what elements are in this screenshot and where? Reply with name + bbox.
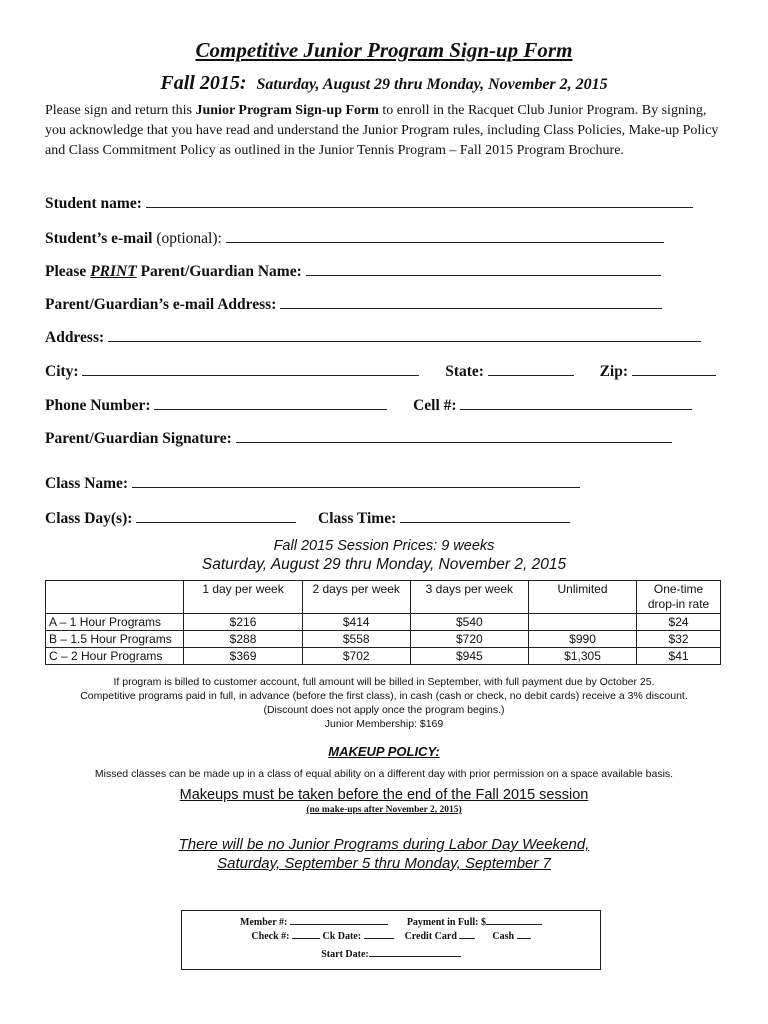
form-title: Competitive Junior Program Sign-up Form xyxy=(195,38,573,62)
labor-day-notice xyxy=(0,835,768,873)
city-state-zip-row xyxy=(45,361,720,381)
price-col-header: Unlimited xyxy=(528,581,636,614)
print-emphasis: PRINT xyxy=(90,263,137,280)
class-time-label: Class Time: xyxy=(318,510,397,527)
price-col-header: One-time drop-in rate xyxy=(637,581,721,614)
credit-card-label: Credit Card xyxy=(404,931,457,942)
price-cell: $369 xyxy=(184,648,302,665)
price-col-header: 1 day per week xyxy=(184,581,302,614)
member-blank[interactable] xyxy=(290,915,388,925)
ck-date-blank[interactable] xyxy=(364,929,394,939)
student-name-field[interactable] xyxy=(45,193,720,213)
member-label: Member #: xyxy=(240,917,288,928)
prices-dates: Saturday, August 29 thru Monday, November 2, 2015 xyxy=(201,556,567,573)
labor-day-line-2: Saturday, September 5 thru Monday, September 7 xyxy=(217,855,551,872)
price-table xyxy=(45,580,721,665)
table-row xyxy=(46,614,721,631)
price-cell: $558 xyxy=(302,631,410,648)
cell-label: Cell #: xyxy=(413,397,457,414)
parent-name-field[interactable] xyxy=(45,261,720,281)
price-cell: $540 xyxy=(410,614,528,631)
payment-blank[interactable] xyxy=(486,915,542,925)
billing-note-1: If program is billed to customer account, full amount will be billed in September, with full payment due by October 25. xyxy=(113,676,655,688)
cash-blank[interactable] xyxy=(517,929,531,939)
price-cell: $288 xyxy=(184,631,302,648)
program-label: A – 1 Hour Programs xyxy=(46,614,184,631)
cash-label: Cash xyxy=(492,931,515,942)
address-line[interactable] xyxy=(108,327,701,342)
class-day-time-row xyxy=(45,508,720,528)
address-label: Address: xyxy=(45,329,105,346)
session-date-range: Saturday, August 29 thru Monday, November 2, 2015 xyxy=(256,76,608,93)
check-label: Check #: xyxy=(251,931,290,942)
class-days-line[interactable] xyxy=(136,508,296,523)
makeup-policy-title: MAKEUP POLICY: xyxy=(328,744,440,759)
billing-note-3: (Discount does not apply once the program begins.) xyxy=(263,704,505,716)
credit-card-blank[interactable] xyxy=(459,929,475,939)
phone-label: Phone Number: xyxy=(45,397,151,414)
office-row-2 xyxy=(182,929,600,942)
table-row xyxy=(46,631,721,648)
signature-field[interactable] xyxy=(45,428,720,448)
program-label: B – 1.5 Hour Programs xyxy=(46,631,184,648)
billing-note-2: Competitive programs paid in full, in advance (before the first class), in cash (cash or check, no debit cards) receive a 3% discount. xyxy=(80,690,688,702)
intro-form-name: Junior Program Sign-up Form xyxy=(195,103,379,118)
phone-line[interactable] xyxy=(154,395,387,410)
price-cell: $990 xyxy=(528,631,636,648)
parent-email-field[interactable] xyxy=(45,294,720,314)
check-blank[interactable] xyxy=(292,929,320,939)
parent-name-label: Parent/Guardian Name: xyxy=(140,263,302,280)
season-label: Fall 2015: xyxy=(160,72,247,94)
zip-line[interactable] xyxy=(632,361,716,376)
office-row-1 xyxy=(182,915,600,928)
price-cell: $702 xyxy=(302,648,410,665)
payment-label: Payment in Full: $ xyxy=(406,917,486,928)
address-field[interactable] xyxy=(45,327,720,347)
prices-heading: Fall 2015 Session Prices: 9 weeks xyxy=(273,538,495,554)
office-use-box xyxy=(181,910,601,970)
price-cell: $414 xyxy=(302,614,410,631)
class-name-field[interactable] xyxy=(45,473,720,493)
cell-line[interactable] xyxy=(460,395,692,410)
price-cell: $216 xyxy=(184,614,302,631)
parent-email-line[interactable] xyxy=(280,294,662,309)
price-cell: $720 xyxy=(410,631,528,648)
makeup-policy-text: Missed classes can be made up in a class of equal ability on a different day with prior permission on a space available basis. xyxy=(94,768,674,780)
price-cell: $945 xyxy=(410,648,528,665)
class-name-label: Class Name: xyxy=(45,475,129,492)
membership-note: Junior Membership: $169 xyxy=(324,718,444,730)
intro-text-2: to enroll in the Racquet Club Junior Program. By signing, you acknowledge that you have read and understand the Junior Program rules, including Class Policies, Make-up Policy and Class Commitment Policy as outlined in the Junior Tennis Program – Fall 2015 Program Brochure. xyxy=(45,103,719,158)
class-name-line[interactable] xyxy=(132,473,580,488)
makeup-deadline-sub: (no make-ups after November 2, 2015) xyxy=(306,805,462,815)
intro-text-1: Please sign and return this xyxy=(45,103,196,118)
city-line[interactable] xyxy=(82,361,419,376)
start-date-label: Start Date: xyxy=(321,949,369,960)
signature-line[interactable] xyxy=(236,428,672,443)
ck-date-label: Ck Date: xyxy=(322,931,362,942)
labor-day-line-1: There will be no Junior Programs during Labor Day Weekend, xyxy=(178,836,590,853)
please-label: Please xyxy=(45,263,87,280)
price-cell: $32 xyxy=(637,631,721,648)
price-cell: $1,305 xyxy=(528,648,636,665)
student-email-field[interactable] xyxy=(45,228,720,248)
zip-label: Zip: xyxy=(599,363,629,380)
phone-row xyxy=(45,395,720,415)
student-name-label: Student name: xyxy=(45,195,142,212)
start-date-blank[interactable] xyxy=(369,947,461,957)
signature-label: Parent/Guardian Signature: xyxy=(45,430,232,447)
price-cell: $41 xyxy=(637,648,721,665)
price-col-header xyxy=(46,581,184,614)
price-header-row xyxy=(46,581,721,614)
state-label: State: xyxy=(445,363,484,380)
price-col-header: 2 days per week xyxy=(302,581,410,614)
class-days-label: Class Day(s): xyxy=(45,510,133,527)
intro-paragraph xyxy=(45,101,725,161)
parent-name-line[interactable] xyxy=(306,261,661,276)
state-line[interactable] xyxy=(488,361,574,376)
student-name-line[interactable] xyxy=(146,193,693,208)
parent-email-label: Parent/Guardian’s e-mail Address: xyxy=(45,296,277,313)
office-row-3 xyxy=(182,947,600,960)
program-label: C – 2 Hour Programs xyxy=(46,648,184,665)
student-email-label: Student’s e-mail xyxy=(45,230,153,247)
optional-label: (optional): xyxy=(156,230,222,247)
price-cell xyxy=(528,614,636,631)
makeup-deadline: Makeups must be taken before the end of the Fall 2015 session xyxy=(179,787,589,803)
price-col-header: 3 days per week xyxy=(410,581,528,614)
session-dates xyxy=(0,72,768,95)
city-label: City: xyxy=(45,363,79,380)
class-time-line[interactable] xyxy=(400,508,570,523)
table-row xyxy=(46,648,721,665)
student-email-line[interactable] xyxy=(226,228,664,243)
price-cell: $24 xyxy=(637,614,721,631)
